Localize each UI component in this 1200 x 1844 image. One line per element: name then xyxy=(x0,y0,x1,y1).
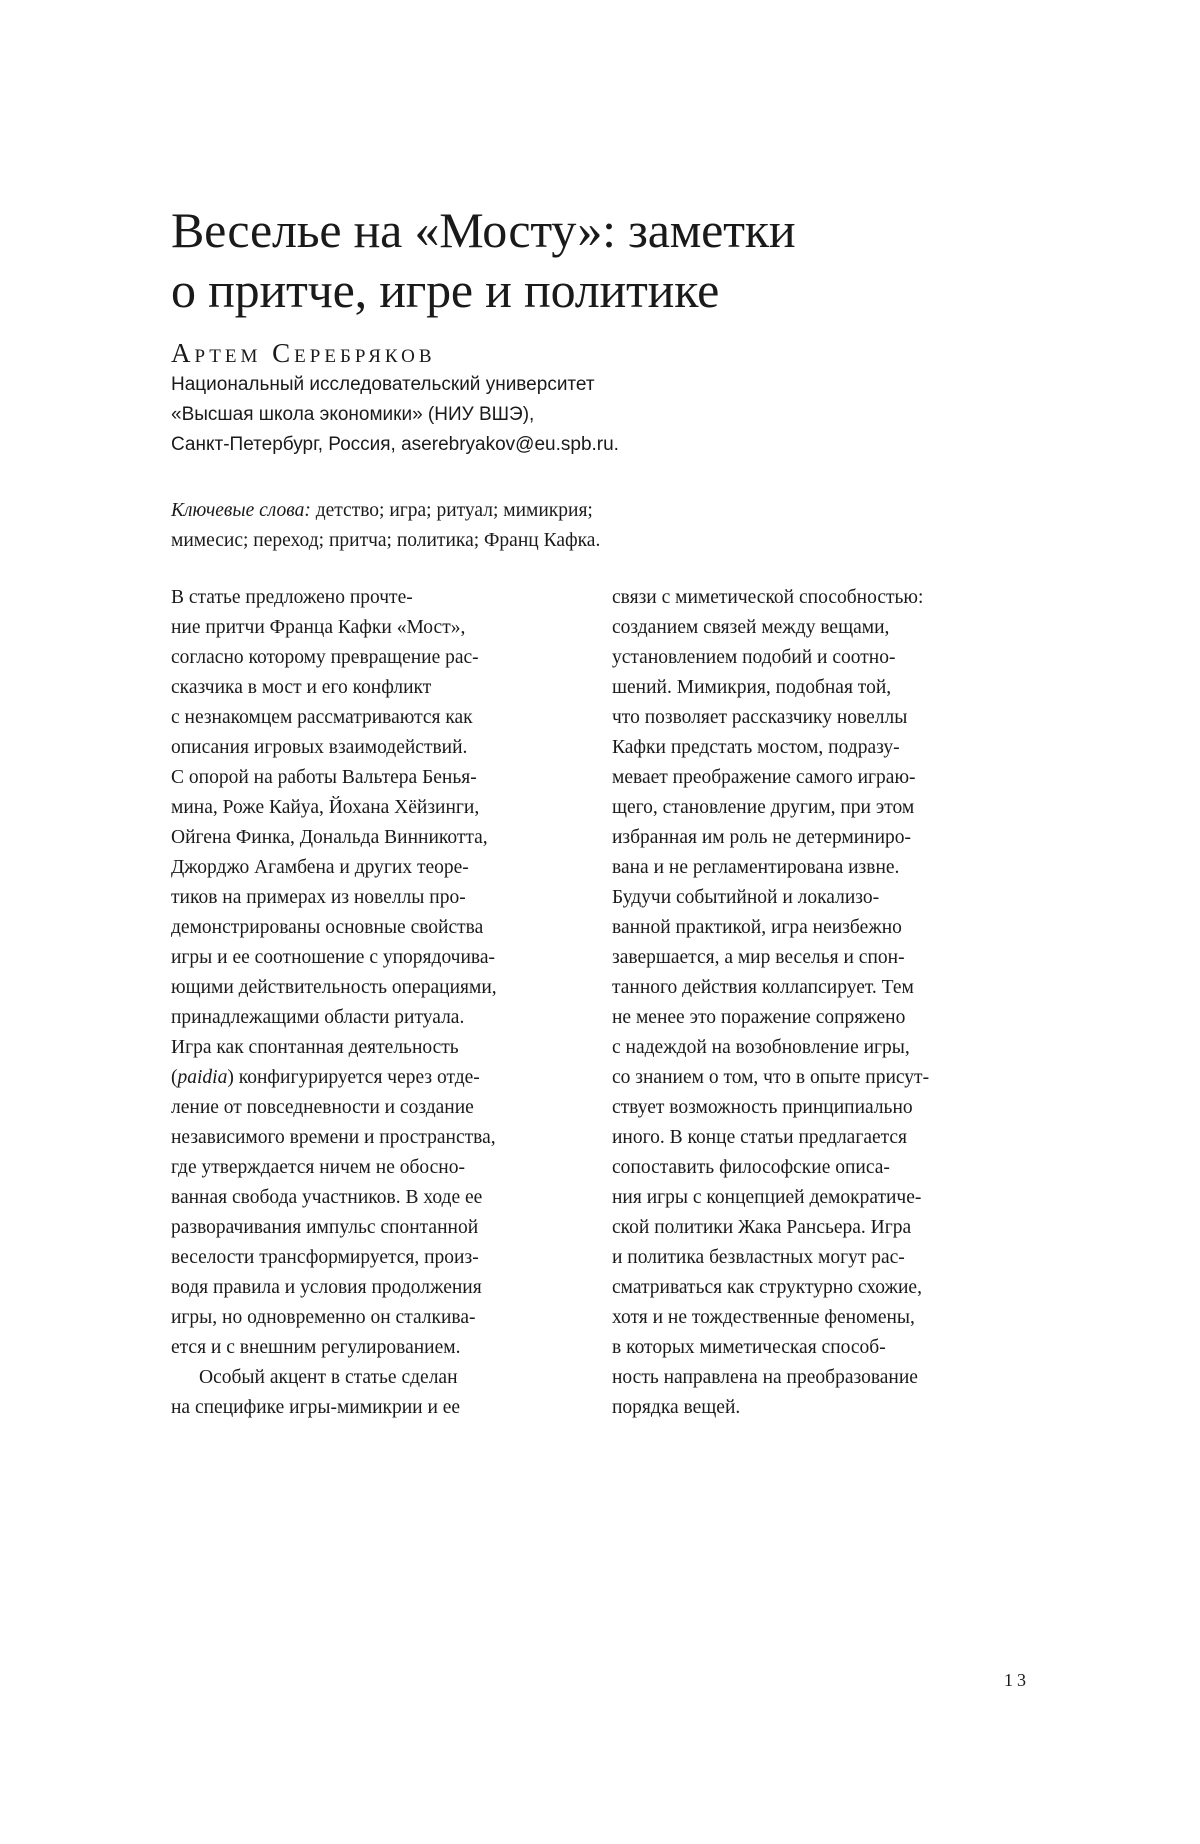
article-title xyxy=(171,200,891,320)
abstract-line: принадлежащими области ритуала. xyxy=(171,1007,465,1028)
abstract-text: ( xyxy=(171,1067,178,1088)
abstract-line: водя правила и условия продолжения xyxy=(171,1277,482,1298)
abstract-line: ление от повседневности и создание xyxy=(171,1097,474,1118)
author-name: Артем Серебряков xyxy=(171,338,436,368)
abstract-line: со знанием о том, что в опыте присут- xyxy=(612,1067,930,1088)
abstract-line: сматриваться как структурно схожие, xyxy=(612,1277,922,1298)
abstract-line: порядка вещей. xyxy=(612,1397,741,1418)
abstract-line: демонстрированы основные свойства xyxy=(171,917,484,938)
abstract-line: ющими действительность операциями, xyxy=(171,977,497,998)
title-line: Веселье на «Мосту»: заметки xyxy=(171,202,796,258)
abstract-line: игры, но одновременно он сталкива- xyxy=(171,1307,476,1328)
abstract-line: ность направлена на преобразование xyxy=(612,1367,918,1388)
abstract-line: игры и ее соотношение с упорядочива- xyxy=(171,947,496,968)
abstract-line: С опорой на работы Вальтера Бенья- xyxy=(171,767,477,788)
abstract-line: созданием связей между вещами, xyxy=(612,617,890,638)
abstract-line: тиков на примерах из новеллы про- xyxy=(171,887,466,908)
abstract-line: описания игровых взаимодействий. xyxy=(171,737,468,758)
abstract-line: Особый акцент в статье сделан xyxy=(199,1367,458,1388)
abstract-line: ется и с внешним регулированием. xyxy=(171,1337,461,1358)
affiliation-line: Санкт-Петербург, Россия, aserebryakov@eu.spb.ru. xyxy=(171,434,619,455)
abstract-line: танного действия коллапсирует. Тем xyxy=(612,977,914,998)
abstract-line: мевает преображение самого играю- xyxy=(612,767,916,788)
keywords-line: мимесис; переход; притча; политика; Франц Кафка. xyxy=(171,530,601,551)
abstract-line: Игра как спонтанная деятельность xyxy=(171,1037,459,1058)
abstract-line: мина, Роже Кайуа, Йохана Хёйзинги, xyxy=(171,797,480,818)
abstract-line: веселости трансформируется, произ- xyxy=(171,1247,479,1268)
abstract-line: избранная им роль не детерминиро- xyxy=(612,827,912,848)
abstract-line: связи с миметической способностью: xyxy=(612,587,924,608)
abstract-line: что позволяет рассказчику новеллы xyxy=(612,707,908,728)
abstract-line: и политика безвластных могут рас- xyxy=(612,1247,905,1268)
keywords-text: детство; игра; ритуал; мимикрия; xyxy=(310,500,593,521)
abstract-line: сопоставить философские описа- xyxy=(612,1157,890,1178)
author-affiliation xyxy=(171,370,619,460)
abstract-line: независимого времени и пространства, xyxy=(171,1127,496,1148)
abstract-column-left xyxy=(171,583,497,1423)
abstract-line: хотя и не тождественные феномены, xyxy=(612,1307,915,1328)
abstract-line: установлением подобий и соотно- xyxy=(612,647,896,668)
abstract-line: иного. В конце статьи предлагается xyxy=(612,1127,908,1148)
abstract-line: завершается, а мир веселья и спон- xyxy=(612,947,905,968)
abstract-line: ванной практикой, игра неизбежно xyxy=(612,917,902,938)
page-number: 13 xyxy=(1004,1670,1030,1690)
abstract-line: не менее это поражение сопряжено xyxy=(612,1007,906,1028)
keywords xyxy=(171,496,600,556)
abstract-line: где утверждается ничем не обосно- xyxy=(171,1157,465,1178)
keywords-line xyxy=(171,496,600,526)
title-line: о притче, игре и политике xyxy=(171,262,720,318)
affiliation-line: Национальный исследовательский университет xyxy=(171,374,595,395)
abstract-line: Кафки предстать мостом, подразу- xyxy=(612,737,900,758)
abstract-line: ской политики Жака Рансьера. Игра xyxy=(612,1217,912,1238)
keywords-label: Ключевые слова: xyxy=(171,500,311,521)
abstract-line: с незнакомцем рассматриваются как xyxy=(171,707,473,728)
abstract-line: Ойгена Финка, Дональда Винникотта, xyxy=(171,827,488,848)
abstract-line: с надеждой на возобновление игры, xyxy=(612,1037,910,1058)
abstract-line: Джорджо Агамбена и других теоре- xyxy=(171,857,469,878)
abstract-line: В статье предложено прочте- xyxy=(171,587,413,608)
abstract-line: ствует возможность принципиально xyxy=(612,1097,913,1118)
abstract-line: ванная свобода участников. В ходе ее xyxy=(171,1187,483,1208)
abstract-line: на специфике игры-мимикрии и ее xyxy=(171,1397,461,1418)
abstract-italic-term: paidia xyxy=(177,1067,228,1088)
abstract-text: ) конфигурируется через отде- xyxy=(227,1067,480,1088)
abstract-line: ние притчи Франца Кафки «Мост», xyxy=(171,617,466,638)
abstract-line: согласно которому превращение рас- xyxy=(171,647,479,668)
abstract-line: вана и не регламентирована извне. xyxy=(612,857,900,878)
abstract-line: разворачивания импульс спонтанной xyxy=(171,1217,479,1238)
abstract-line: щего, становление другим, при этом xyxy=(612,797,915,818)
abstract-line: Будучи событийной и локализо- xyxy=(612,887,880,908)
abstract-line xyxy=(171,1063,497,1093)
abstract-line: ния игры с концепцией демократиче- xyxy=(612,1187,922,1208)
abstract-line: сказчика в мост и его конфликт xyxy=(171,677,432,698)
abstract-column-right xyxy=(612,583,929,1423)
affiliation-line: «Высшая школа экономики» (НИУ ВШЭ), xyxy=(171,404,535,425)
abstract-line: в которых миметическая способ- xyxy=(612,1337,886,1358)
abstract-line: шений. Мимикрия, подобная той, xyxy=(612,677,892,698)
